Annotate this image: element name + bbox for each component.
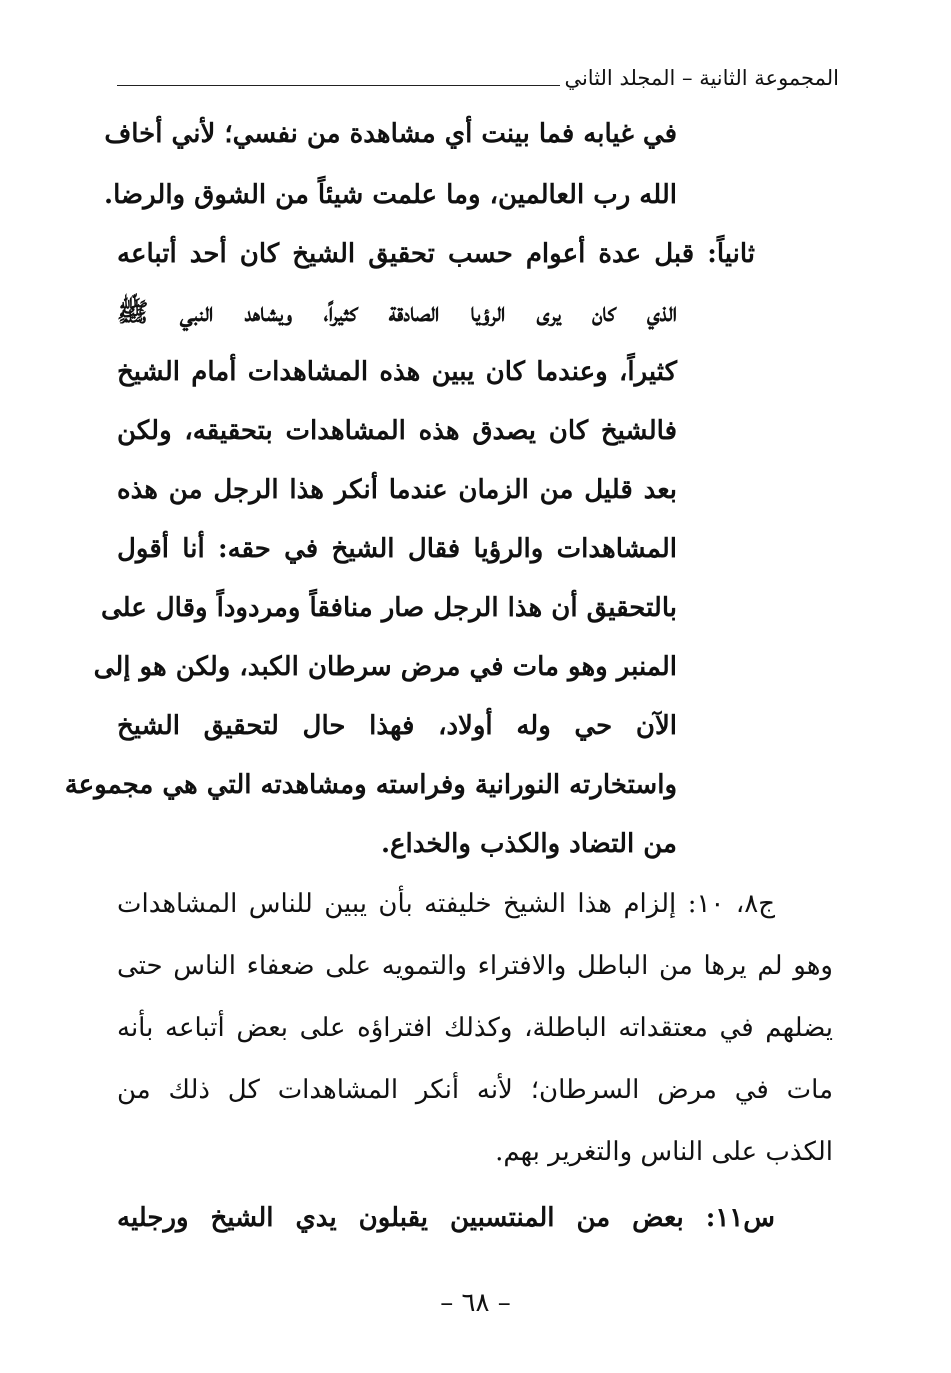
text-line: المشاهدات والرؤيا فقال الشيخ في حقه: أنا أقول — [117, 534, 677, 564]
text-line: الله رب العالمين، وما علمت شيئاً من الشوق والرضا. — [104, 180, 677, 210]
text-line: واستخارته النورانية وفراسته ومشاهدته التي هي مجموعة — [64, 770, 677, 800]
running-header — [117, 58, 839, 92]
text-line: كثيراً، وعندما كان يبين هذه المشاهدات أمام الشيخ — [117, 357, 677, 387]
text-line: بعد قليل من الزمان عندما أنكر هذا الرجل من هذه — [117, 475, 677, 505]
text-line: من التضاد والكذب والخداع. — [380, 829, 677, 859]
text-line: الكذب على الناس والتغرير بهم. — [495, 1137, 833, 1167]
text-line: الذي كان يرى الرؤيا الصادقة كثيراً، ويشاهد النبي ﷺ — [117, 298, 677, 328]
text-line: مات في مرض السرطان؛ لأنه أنكر المشاهدات كل ذلك من — [117, 1075, 833, 1105]
text-line: فالشيخ كان يصدق هذه المشاهدات بتحقيقه، ولكن — [117, 416, 677, 446]
text-line: ج٨، ١٠: إلزام هذا الشيخ خليفته بأن يبين للناس المشاهدات — [117, 889, 776, 919]
text-line: بالتحقيق أن هذا الرجل صار منافقاً ومردوداً وقال على — [100, 593, 677, 623]
header-rule — [117, 85, 560, 86]
text-line: يضلهم في معتقداته الباطلة، وكذلك افتراؤه على بعض أتباعه بأنه — [117, 1013, 833, 1043]
text-line: وهو لم يرها من الباطل والافتراء والتمويه على ضعفاء الناس حتى — [117, 951, 833, 981]
page-number: – ٦٨ – — [440, 1288, 511, 1318]
text-line: الآن حي وله أولاد، فهذا حال لتحقيق الشيخ — [117, 711, 677, 741]
text-line: المنبر وهو مات في مرض سرطان الكبد، ولكن هو إلى — [93, 652, 677, 682]
text-line: س١١: بعض من المنتسبين يقبلون يدي الشيخ ورجليه — [117, 1203, 775, 1233]
text-line: ثانياً: قبل عدة أعوام حسب تحقيق الشيخ كان أحد أتباعه — [117, 239, 755, 269]
text-line: في غيابه فما بينت أي مشاهدة من نفسي؛ لأني أخاف — [104, 119, 677, 149]
header-title: المجموعة الثانية – المجلد الثاني — [564, 66, 839, 90]
